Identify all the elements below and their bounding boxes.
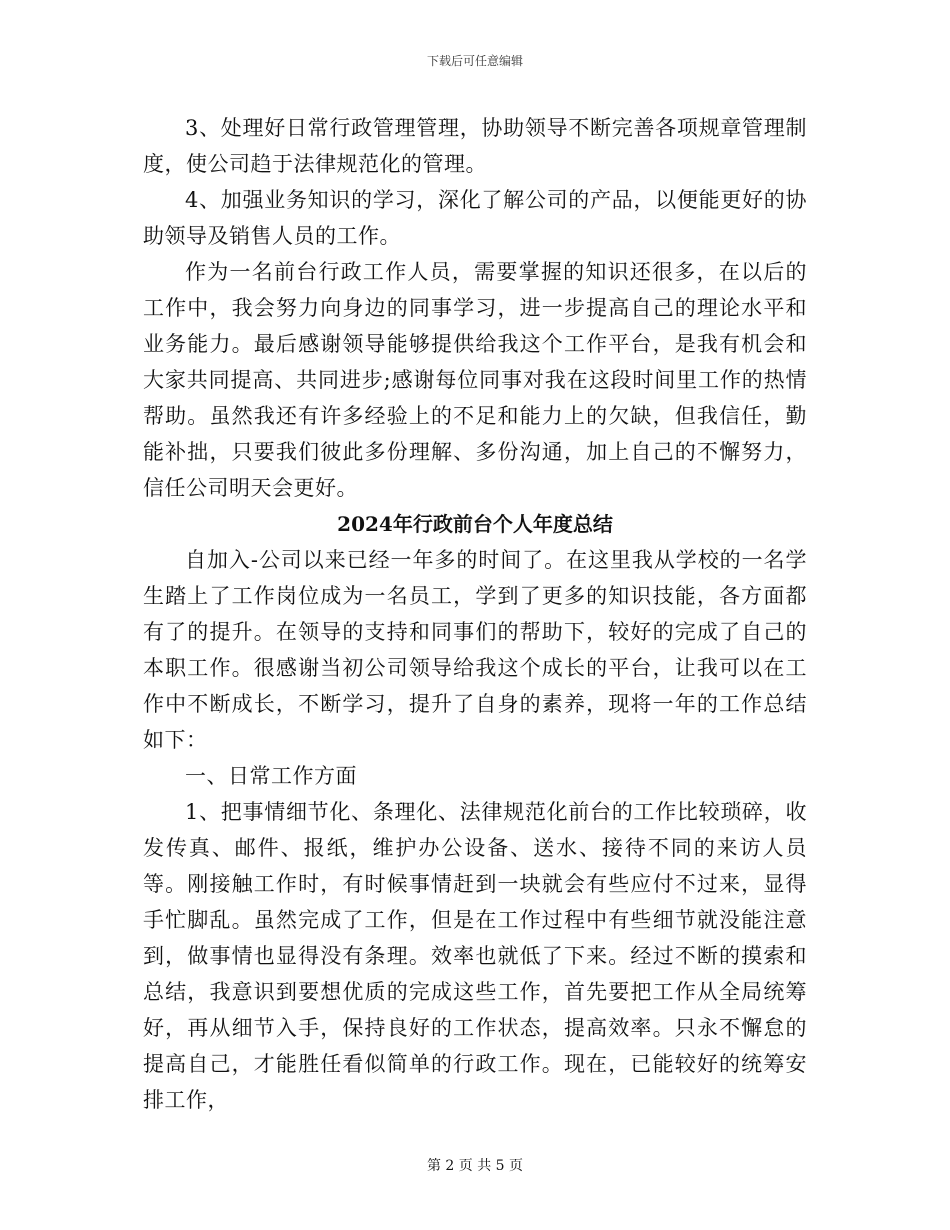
- paragraph-item-3: 3、处理好日常行政管理管理，协助领导不断完善各项规章管理制度，使公司趋于法律规范化的管理。: [143, 116, 807, 176]
- paragraph-intro: 自加入-公司以来已经一年多的时间了。在这里我从学校的一名学生踏上了工作岗位成为一名员工，学到了更多的知识技能，各方面都有了的提升。在领导的支持和同事们的帮助下，较好的完成了自己的本职工作。很感谢当初公司领导给我这个成长的平台，让我可以在工作中不断成长，不断学习，提升了自身的素养，现将一年的工作总结如下：: [143, 548, 807, 752]
- document-body: [143, 110, 807, 1118]
- paragraph-closing: 作为一名前台行政工作人员，需要掌握的知识还很多，在以后的工作中，我会努力向身边的同事学习，进一步提高自己的理论水平和业务能力。最后感谢领导能够提供给我这个工作平台，是我有机会和大家共同提高、共同进步;感谢每位同事对我在这段时间里工作的热情帮助。虽然我还有许多经验上的不足和能力上的欠缺，但我信任，勤能补拙，只要我们彼此多份理解、多份沟通，加上自己的不懈努力，信任公司明天会更好。: [143, 260, 807, 500]
- header-note: 下载后可任意编辑: [426, 54, 523, 68]
- paragraph-item-4: 4、加强业务知识的学习，深化了解公司的产品，以便能更好的协助领导及销售人员的工作。: [143, 188, 807, 248]
- section-heading: 2024年行政前台个人年度总结: [337, 512, 613, 536]
- page-indicator: 第 2 页 共 5 页: [426, 1158, 524, 1174]
- paragraph-detail-1: 1、把事情细节化、条理化、法律规范化前台的工作比较琐碎，收发传真、邮件、报纸，维护办公设备、送水、接待不同的来访人员等。刚接触工作时，有时候事情赶到一块就会有些应付不过来，显得手忙脚乱。虽然完成了工作，但是在工作过程中有些细节就没能注意到，做事情也显得没有条理。效率也就低了下来。经过不断的摸索和总结，我意识到要想优质的完成这些工作，首先要把工作从全局统筹好，再从细节入手，保持良好的工作状态，提高效率。只永不懈怠的提高自己，才能胜任看似简单的行政工作。现在，已能较好的统筹安排工作，: [143, 800, 807, 1112]
- paragraph-subheading: 一、日常工作方面: [185, 764, 357, 788]
